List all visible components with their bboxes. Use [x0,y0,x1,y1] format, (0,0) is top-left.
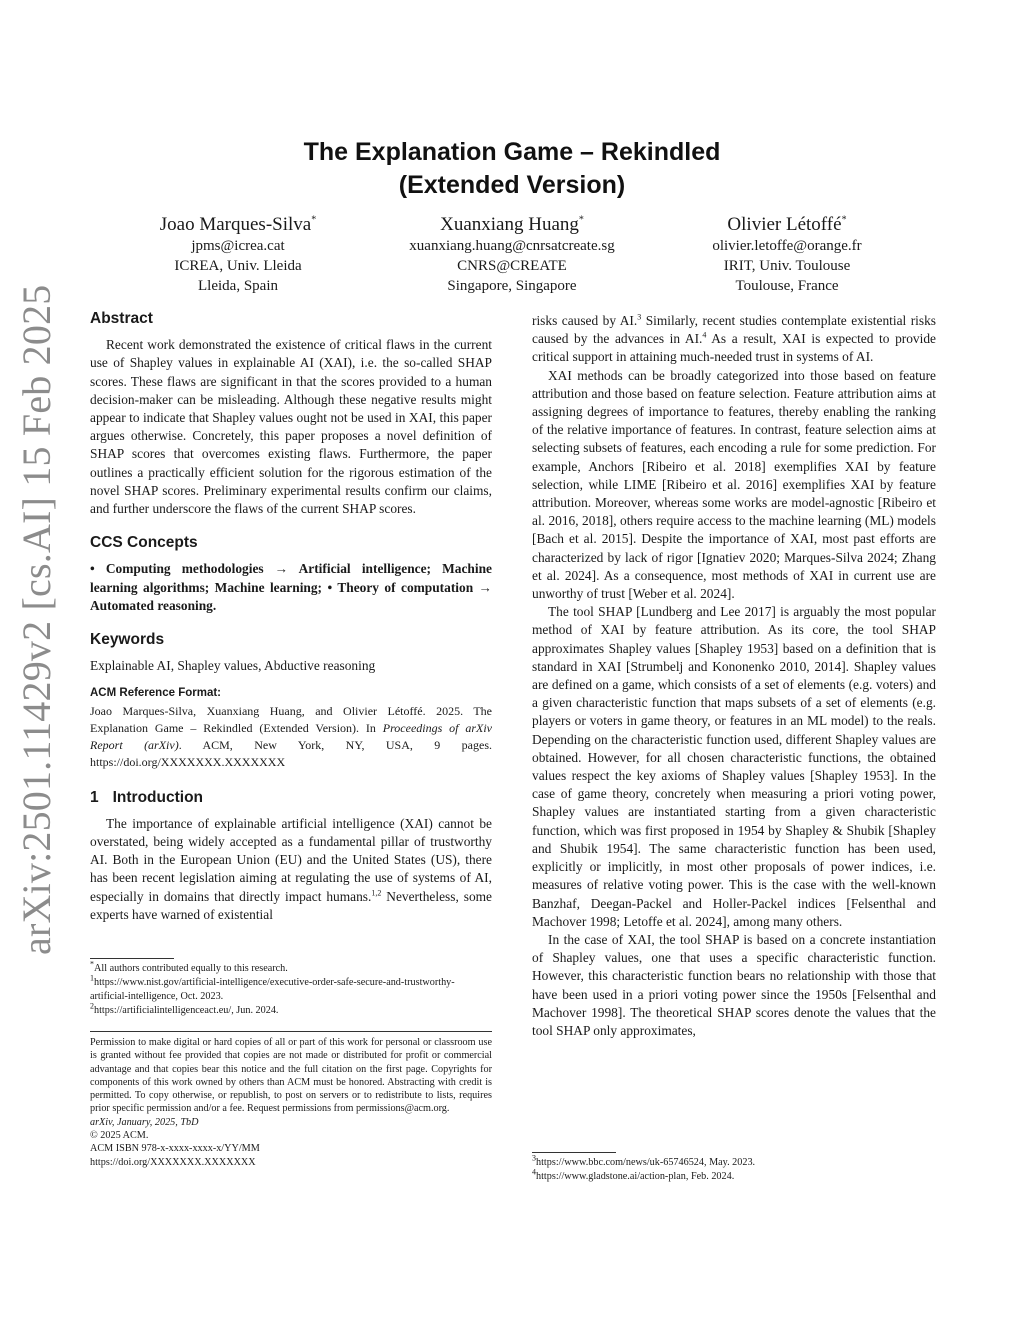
author-location: Singapore, Singapore [447,278,577,294]
acm-reference-text: Joao Marques-Silva, Xuanxiang Huang, and Olivier Létoffé. 2025. The Explanation Game – Rekindled (Extended Version). In Proceedings of arXiv Report (arXiv). ACM, New York, NY, USA, 9 pages. https://doi.org/XXXXXXX.XXXXXXX [90,703,493,769]
permission-rule [90,1031,492,1032]
abstract-heading: Abstract [90,310,153,327]
author-email: xuanxiang.huang@cnrsatcreate.sg [409,238,615,254]
footnote: $^2$https://artificialintelligenceact.eu/, Jun. 2024. [90,1001,279,1016]
author-block-1 [88,214,388,296]
ccs-heading: CCS Concepts [90,534,198,552]
keywords-heading: Keywords [90,631,165,649]
permission-doi: https://doi.org/XXXXXXX.XXXXXXX [90,1156,256,1168]
author-block-3 [637,214,937,296]
right-paragraph-3: The tool SHAP [Lundberg and Lee 2017] is arguably the most popular method of XAI by feature attribution. As its core, the tool SHAP approximates Shapley values [Shapley 1953] based on a definition that is standard in XAI [Strumbelj and Kononenko 2010, 2014]. Shapley values are defined on a game, which consists of a set of elements (e.g. voters) and a given characteristic function that maps subsets of a set of elements (e.g. players or voters in game theory, or features in an ML model) to the reals. Depending on the characteristic function used, different Shapley values are obtained. However, for all chosen characteristic functions, the obtained values respect the key axioms of Shapley values [Shapley 1953]. In the case of game theory, concretely when measuring a priori voting power, Shapley values are instantiated starting from a given characteristic function, which was first proposed in 1954 by Shapley & Shubik [Shapley and Shubik 1954]. The same characteristic function has been used, explicitly or implicitly, in most other proposals of power indices, i.e. measures of relative voting power. This is the case with the well-known Banzhaf, Deegan-Packel and Holler-Packel indices [Felsenthal and Machover 1998; Letoffe et al. 2024], among many others. [532,604,936,929]
author-name: Joao Marques-Silva* [159,214,317,235]
permission-block [90,1036,492,1169]
author-affiliation: ICREA, Univ. Lleida [174,258,302,274]
permission-venue: arXiv, January, 2025, TbD [90,1116,199,1128]
left-column [90,310,492,924]
introduction-heading: 1 Introduction [90,788,204,806]
footnote: $^3$https://www.bbc.com/news/uk-65746524, May. 2023. [532,1153,756,1168]
right-paragraph-2: XAI methods can be broadly categorized into those based on feature attribution and those based on feature selection. Feature attribution aims at assigning degrees of importance to features, thereby enabling the ranking of the relative importance of features. In contrast, feature selection aims at selecting subsets of features, each encoding a rule for some prediction. For example, Anchors [Ribeiro et al. 2018] exemplifies XAI by feature selection, while LIME [Ribeiro et al. 2016] exemplifies XAI by feature attribution. Moreover, whereas some works are model-agnostic [Ribeiro et al. 2016, 2018], others require access to the machine learning (ML) models [Bach et al. 2015]. Despite the importance of XAI, most past efforts are characterized by lack of rigor [Ignatiev 2020; Marques-Silva 2024; Zhang et al. 2024]. As a consequence, most methods of XAI in current use are unworthy of trust [Weber et al. 2024]. [532,367,936,602]
footnote: *All authors contributed equally to this research. [90,959,288,974]
author-affiliation: CNRS@CREATE [457,258,567,274]
footnote-rule-left [90,958,174,959]
footnote: $^4$https://www.gladstone.ai/action-plan, Feb. 2024. [532,1167,735,1182]
author-name: Xuanxiang Huang* [440,214,584,235]
paper-title-line-1: The Explanation Game – Rekindled [303,138,721,166]
permission-isbn: ACM ISBN 978-x-xxxx-xxxx-x/YY/MM [90,1143,260,1155]
author-block-2 [362,214,662,296]
author-location: Lleida, Spain [198,278,278,294]
permission-copyright: © 2025 ACM. [90,1130,149,1142]
author-email: jpms@icrea.cat [191,238,285,254]
introduction-paragraph: The importance of explainable artificial intelligence (XAI) cannot be overstated, being widely accepted as a fundamental pillar of trustworthy AI. Both in the European Union (EU) and the United States (US), there has been recent legislation aiming at regulating the use of systems of AI, especially in domains that directly impact humans.$^{1,2}$ Nevertheless, some experts have warned of existential [90,815,492,922]
footnotes-left [90,959,492,1018]
keywords-text: Explainable AI, Shapley values, Abductive reasoning [90,658,376,674]
author-affiliation: IRIT, Univ. Toulouse [723,258,851,274]
right-column [532,312,936,1040]
footnotes-right [532,1153,936,1184]
author-email: olivier.letoffe@orange.fr [712,238,862,254]
footnote: $^1$https://www.nist.gov/artificial-intelligence/executive-order-safe-secure-and-trustworthy-artificial-intelligence, Oct. 2023. [90,973,455,1002]
arxiv-identifier-stamp: arXiv:2501.11429v2 [cs.AI] 15 Feb 2025 [14,284,59,955]
acm-reference-heading: ACM Reference Format: [90,687,221,700]
abstract-text: Recent work demonstrated the existence of critical flaws in the current use of Shapley values in explainable AI (XAI), i.e. the so-called SHAP scores. These flaws are significant in that the scores provided to a human decision-maker can be misleading. Although these negative results might appear to indicate that Shapley values ought not be used in XAI, this paper argues otherwise. Concretely, this paper proposes a novel definition of SHAP scores that overcomes existing flaws. Furthermore, the paper outlines a practically efficient solution for the rigorous estimation of the novel SHAP scores. Preliminary experimental results confirm our claims, and further underscore the flaws of the current SHAP scores. [90,337,492,517]
permission-text: Permission to make digital or hard copies of all or part of this work for personal or classroom use is granted without fee provided that copies are not made or distributed for profit or commercial advantage and that copies bear this notice and the full citation on the first page. Copyrights for components of this work owned by others than ACM must be honored. Abstracting with credit is permitted. To copy otherwise, or republish, to post on servers or to redistribute to lists, requires prior specific permission and/or a fee. Request permissions from permissions@acm.org. [90,1037,492,1115]
ccs-concepts: • Computing methodologies → Artificial intelligence; Machine learning algorithms; Machine learning; • Theory of computation → Automated reasoning. [90,561,492,613]
right-paragraph-1: risks caused by AI.$^3$ Similarly, recent studies contemplate existential risks caused by the advances in AI.$^4$ As a result, XAI is expected to provide critical support in attaining much-needed trust in systems of AI. [532,312,937,365]
footnote-rule-right [532,1152,616,1153]
right-paragraph-4: In the case of XAI, the tool SHAP is based on a concrete instantiation of Shapley values, one that uses a specific characteristic function. However, this characteristic function bears no relationship with those that have been used in a priori voting power since the 1950s [Felsenthal and Machover 1998]. The theoretical SHAP scores denote the values that the tool SHAP only approximates, [532,931,936,1038]
author-location: Toulouse, France [735,278,839,294]
author-name: Olivier Létoffé* [727,214,847,235]
paper-title-line-2: (Extended Version) [398,171,626,199]
